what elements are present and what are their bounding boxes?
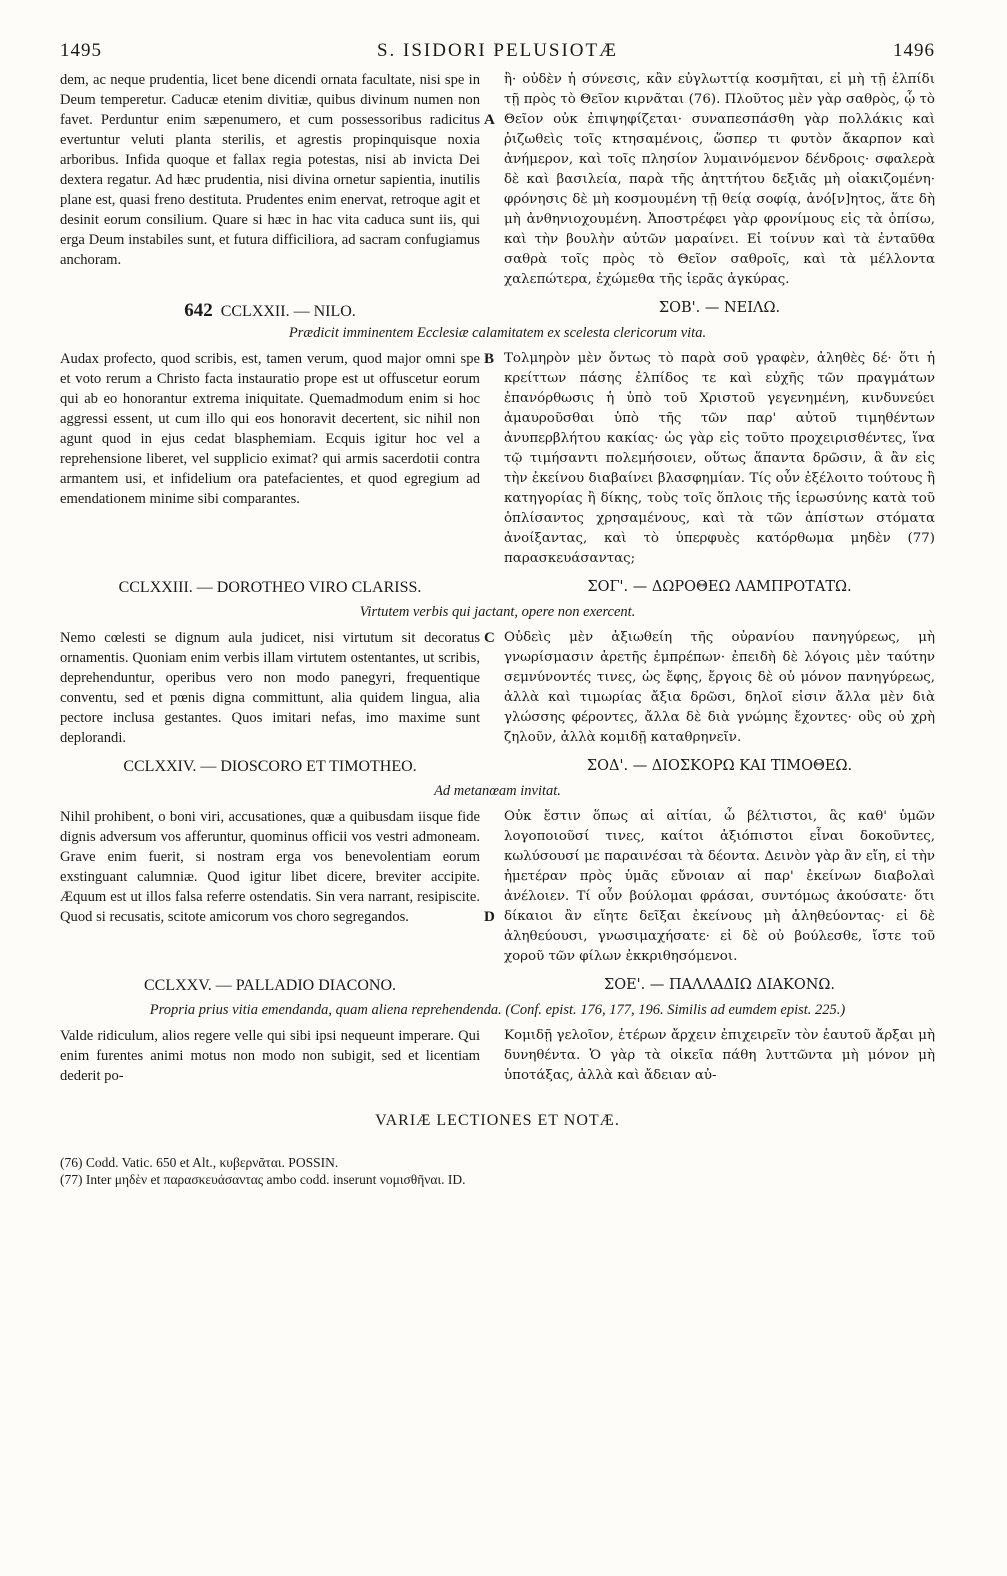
greek-heading: ΣΟΒ'. — ΝΕΙΛΩ. — [658, 300, 781, 316]
letter-273 — [60, 579, 935, 748]
margin-marker-a: A — [484, 112, 495, 128]
right-column-number: 1496 — [892, 40, 935, 61]
latin-heading: CCLXXV. — PALLADIO DIACONO. — [143, 977, 396, 994]
column-number-642: 642 — [184, 300, 213, 321]
latin-heading: CCLXXII. — NILO. — [220, 303, 356, 320]
page — [60, 40, 935, 1188]
running-head — [60, 40, 935, 70]
notes-title: VARIÆ LECTIONES ET NOTÆ. — [375, 1112, 620, 1129]
left-column-number: 1495 — [60, 40, 102, 61]
greek-heading: ΣΟΓ'. — ΔΩΡΟΘΕΩ ΛΑΜΠΡΟΤΑΤΩ. — [587, 579, 852, 595]
notes — [60, 1154, 935, 1188]
page-title: S. ISIDORI PELUSIOTÆ — [376, 40, 619, 61]
note-77: (77) Inter μηδὲν et παρασκευάσαντας ambo codd. inserunt νομισθῆναι. ID. — [60, 1172, 466, 1187]
greek-heading: ΣΟΕ'. — ΠΑΛΛΑΔΙΩ ΔΙΑΚΟΝΩ. — [603, 977, 836, 993]
letter-summary: Prædicit imminentem Ecclesiæ calamitatem ex scelesta clericorum vita. — [288, 325, 707, 341]
greek-heading: ΣΟΔ'. — ΔΙΟΣΚΟΡΩ ΚΑΙ ΤΙΜΟΘΕΩ. — [586, 758, 853, 774]
letter-summary: Propria prius vitia emendanda, quam aliena reprehendenda. (Conf. epist. 176, 177, 196. Similis ad eumdem epist. 225.) — [149, 1002, 846, 1018]
latin-text: Nemo cœlesti se dignum aula judicet, nisi virtutum sit decoratus ornamentis. Quoniam enim verbis illam virtutem ostentantes, ut scribis, deprehenduntur, operibus vero non modo panegyri, frequentique conventu, sed et pœnis digna committunt, alia quidem lingua, alia pectore inclusa gestantes. Quos imitari nefas, imo maxime sunt deplorandi. — [60, 630, 480, 746]
margin-marker-b: B — [484, 351, 495, 367]
letter-275 — [60, 977, 935, 1086]
greek-text: Οὐδεὶς μὲν ἀξιωθείη τῆς οὐρανίου πανηγύρεως, μὴ γνωρίσμασιν ἀρετῆς ἐμπρέπων· ἐπειδὴ δὲ λόγοις μὲν ταύτην σεμνύνοντές τινες, ὡς ἔφης, ἔργοις δὲ οὐ μόνον πανηγύρεως, ἀλλὰ καὶ τιμωρίας ἄξια δρῶσι, δηλοῖ εἰσιν ἄλλα μὲν διὰ γλώσσης φέροντες, ἄλλα δὲ διὰ γνώμης ἔχοντες· οὓς οὐ χρὴ ζηλοῦν, ἀλλὰ κομιδῇ καταθρηνεῖν. — [504, 630, 935, 745]
intro-section — [60, 70, 935, 290]
note-76: (76) Codd. Vatic. 650 et Alt., κυβερνᾶται. POSSIN. — [60, 1155, 339, 1170]
letter-summary: Ad metanœam invitat. — [434, 783, 561, 799]
latin-text: Valde ridiculum, alios regere velle qui sibi ipsi nequeunt imperare. Qui enim furentes animi motus non modo non subigit, sed et licentiam dederit po- — [60, 1028, 480, 1084]
margin-marker-d: D — [484, 909, 495, 925]
intro-greek: ἢ· οὐδὲν ἡ σύνεσις, κἂν εὐγλωττίᾳ κοσμῆται, εἰ μὴ τῇ ἐλπίδι τῇ πρὸς τὸ Θεῖον κιρνᾶται (76). Πλοῦτος μὲν γὰρ σαθρὸς, ᾧ τὸ Θεῖον οὐκ ἐπιψηφίζεται· συναπεσπάσθη γὰρ πολλάκις καὶ ῥιζωθεὶς τοῖς κτησαμένοις, ὥσπερ τι φυτὸν ἄκαρπον καὶ ἀνήμερον, καὶ τοῖς πλησίον λυμαινόμενον δένδροις· σφαλερὰ δὲ καὶ βασιλεία, παρὰ τῆς ἀηττήτου δεξιᾶς μὴ οἰακιζομένη· φρόνησις δὲ μὴ κοσμουμένη τῇ θείᾳ σοφίᾳ, ἀνό[ν]ητος, ἅτε δὴ μὴ ἀνθηνιοχουμένη. Ἀποστρέφει γὰρ φρονίμους εἰς τὰ ὀπίσω, καὶ τὴν βουλὴν αὐτῶν μαραίνει. Εἰ τοίνυν καὶ τὰ ἐνταῦθα σαθρὰ τοῖς πρὸς τὸ Θεῖον σαθροῖς, καὶ τὰ μέλλοντα χαλεπώτερα, ἐχώμεθα τῆς ἱερᾶς ἀγκύρας. — [504, 72, 935, 287]
latin-heading: CCLXXIII. — DOROTHEO VIRO CLARISS. — [118, 579, 422, 596]
latin-text: Audax profecto, quod scribis, est, tamen verum, quod major omni spe et voto rerum a Christo facta instauratio prope est ut offuscetur eorum qui ab eo honorantur extrema iniquitate. Quemadmodum enim si hoc aggressi essent, ut cum illo qui eos honoravit decertent, sic nihil non agunt quod in ejus cedat blasphemiam. Ecquis igitur hoc vel a reprehensione liberet, vel supplicio eximat? qui armis sacerdotii contra armantem usi, et infidelium ora patefacientes, et quod egregium ad emendationem minime sibi comparantes. — [60, 351, 480, 507]
letter-274 — [60, 758, 935, 967]
letter-272 — [60, 300, 935, 569]
greek-text: Τολμηρὸν μὲν ὄντως τὸ παρὰ σοῦ γραφὲν, ἀληθὲς δέ· ὅτι ἡ κρείττων πάσης ἐλπίδος τε καὶ εὐχῆς τῶν πραγμάτων ἐπανόρθωσις ἡ ὑπὸ τοῦ Χριστοῦ γεγενημένη, κινδυνεύει ἀμαυροῦσθαι ὑπὸ τῆς τῶν παρ' αὐτοῦ τιμηθέντων ἀνυπερβλήτου κακίας· ὡς γὰρ εἰς τοῦτο προχειρισθέντες, ἵνα τῷ τιμήσαντι πολεμήσοιεν, οὕτως ἅπαντα δρῶσιν, ἃ ἂν εἰς τὴν ἐκείνου διαβαίνει βλασφημίαν. Τίς οὖν ἐξέλοιτο τούτους ἢ κατηγορίας ἢ δίκης, τοὺς τοῖς ὅπλοις τῆς ἱερωσύνης κατὰ τοῦ ὁπλίσαντος χρησαμένους, καὶ τὰ τῶν ἀπίστων στόματα ἀνοίξαντας, καὶ τὸ ὑπερφυὲς κατόρθωμα μηδὲν (77) παρασκευάσαντας; — [504, 351, 935, 566]
latin-heading: CCLXXIV. — DIOSCORO ET TIMOTHEO. — [123, 758, 417, 775]
latin-text: Nihil prohibent, o boni viri, accusationes, quæ a quibusdam iisque fide dignis adversum vos afferuntur, quominus officii vos vestri admoneam. Grave enim fuerit, si nostram erga vos benevolentiam eorum exstinguant calumniæ. Quod igitur libet dicere, breviter accipite. Æquum est ut illos falsa referre ostendatis. Sin vera narrant, resipiscite. Quod si recusatis, scitote amicorum vos choro segregandos. — [60, 809, 480, 925]
greek-text: Κομιδῇ γελοῖον, ἑτέρων ἄρχειν ἐπιχειρεῖν τὸν ἑαυτοῦ ἄρξαι μὴ δυνηθέντα. Ὁ γὰρ τὰ οἰκεῖα πάθη λυττῶντα μὴ μόνον μὴ ὑποτάξας, ἀλλὰ καὶ ἄδειαν αὐ- — [504, 1028, 935, 1083]
margin-marker-c: C — [484, 630, 495, 646]
intro-latin: dem, ac neque prudentia, licet bene dicendi ornata facultate, nisi spe in Deum temperetur. Caducæ etenim divitiæ, quibus divinum numen non favet. Perduntur enim sæpenumero, et cum possessoribus radicitus evertuntur veluti planta sterilis, et agrestis propinquisque noxia arboribus. Infida quoque et fallax regia potestas, nisi ab invicta Dei dextera regatur. Ad hæc prudentia, nisi divina ornetur sapientia, inutilis plane est, quasi freno destituta. Prudentes enim enervat, retroque agit et desinit eorum consilium. Quare si hæc in hac vita caduca sunt iis, qui erga Deum instabiles sunt, et futura difficiliora, ad sacram confugiamus anchoram. — [60, 72, 480, 268]
letter-summary: Virtutem verbis qui jactant, opere non exercent. — [359, 604, 636, 620]
greek-text: Οὐκ ἔστιν ὅπως αἱ αἰτίαι, ὦ βέλτιστοι, ἃς καθ' ὑμῶν λογοποιοῦσί τινες, καίτοι ἀξιόπιστοι εἶναι δοκοῦντες, κωλύσουσί με παραινέσαι τὰ δέοντα. Δεινὸν γὰρ ἂν εἴη, εἰ τὴν ἡμετέραν πρὸς ὑμᾶς εὔνοιαν αἱ παρ' ἐκείνων διαβολαὶ ἀνέλοιεν. Τί οὖν βούλομαι φράσαι, συντόμως ἀκούσατε· ὅτι δίκαιοι ἂν εἴητε δεῖξαι ἐκείνους μὴ ἀληθεύοντας· εἰ δὲ ἀληθεύουσι, γνωσιμαχήσατε· εἰ δὲ οὐ βούλεσθε, ἴστε τοῦ χοροῦ τῶν φίλων ἐκκριθησόμενοι. — [504, 809, 935, 964]
